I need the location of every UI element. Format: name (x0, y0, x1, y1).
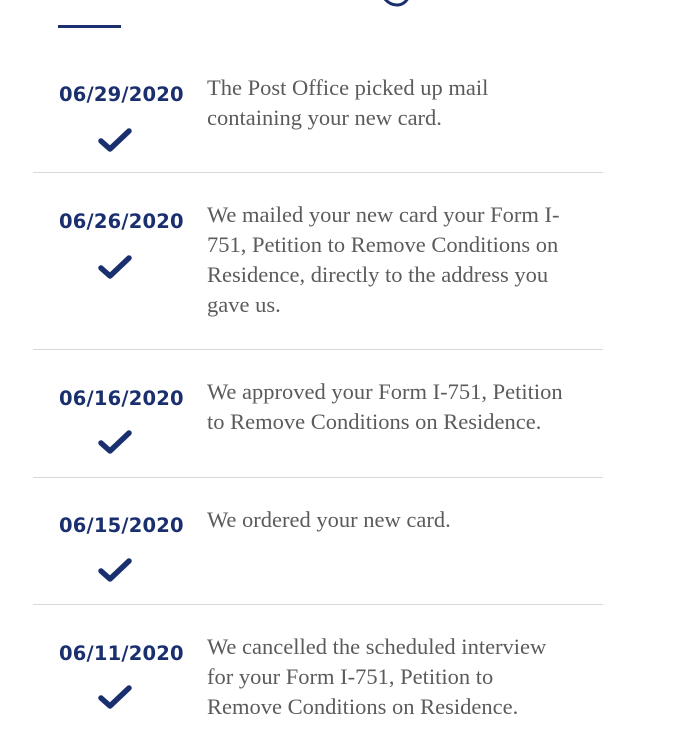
check-icon (97, 557, 133, 585)
section-title-underline (58, 25, 121, 28)
entry-description (207, 632, 617, 722)
section-title-fragment (380, 0, 418, 8)
entry-description (207, 505, 617, 535)
entry-date: 06/29/2020 (59, 83, 184, 106)
entry-description-line: Remove Conditions on Residence. (207, 694, 519, 719)
entry-divider (33, 477, 603, 478)
entry-description-line: gave us. (207, 292, 281, 317)
entry-divider (33, 172, 603, 173)
entry-description-line: We mailed your new card your Form I- (207, 202, 560, 227)
entry-description-line: We cancelled the scheduled interview (207, 634, 547, 659)
entry-description-line: for your Form I-751, Petition to (207, 664, 494, 689)
check-icon (97, 254, 133, 282)
entry-description (207, 73, 617, 133)
entry-description (207, 200, 617, 320)
entry-description-line: 751, Petition to Remove Conditions on (207, 232, 559, 257)
check-icon (97, 684, 133, 712)
entry-description-line: We approved your Form I-751, Petition (207, 379, 563, 404)
check-icon (97, 429, 133, 457)
entry-description-line: to Remove Conditions on Residence. (207, 409, 542, 434)
entry-description-line: The Post Office picked up mail (207, 75, 489, 100)
entry-divider (33, 349, 603, 350)
entry-date: 06/15/2020 (59, 514, 184, 537)
entry-description (207, 377, 617, 437)
entry-divider (33, 604, 603, 605)
entry-description-line: Residence, directly to the address you (207, 262, 549, 287)
entry-date: 06/16/2020 (59, 387, 184, 410)
entry-date: 06/11/2020 (59, 642, 184, 665)
entry-description-line: We ordered your new card. (207, 507, 451, 532)
entry-date: 06/26/2020 (59, 210, 184, 233)
entry-description-line: containing your new card. (207, 105, 442, 130)
check-icon (97, 127, 133, 155)
